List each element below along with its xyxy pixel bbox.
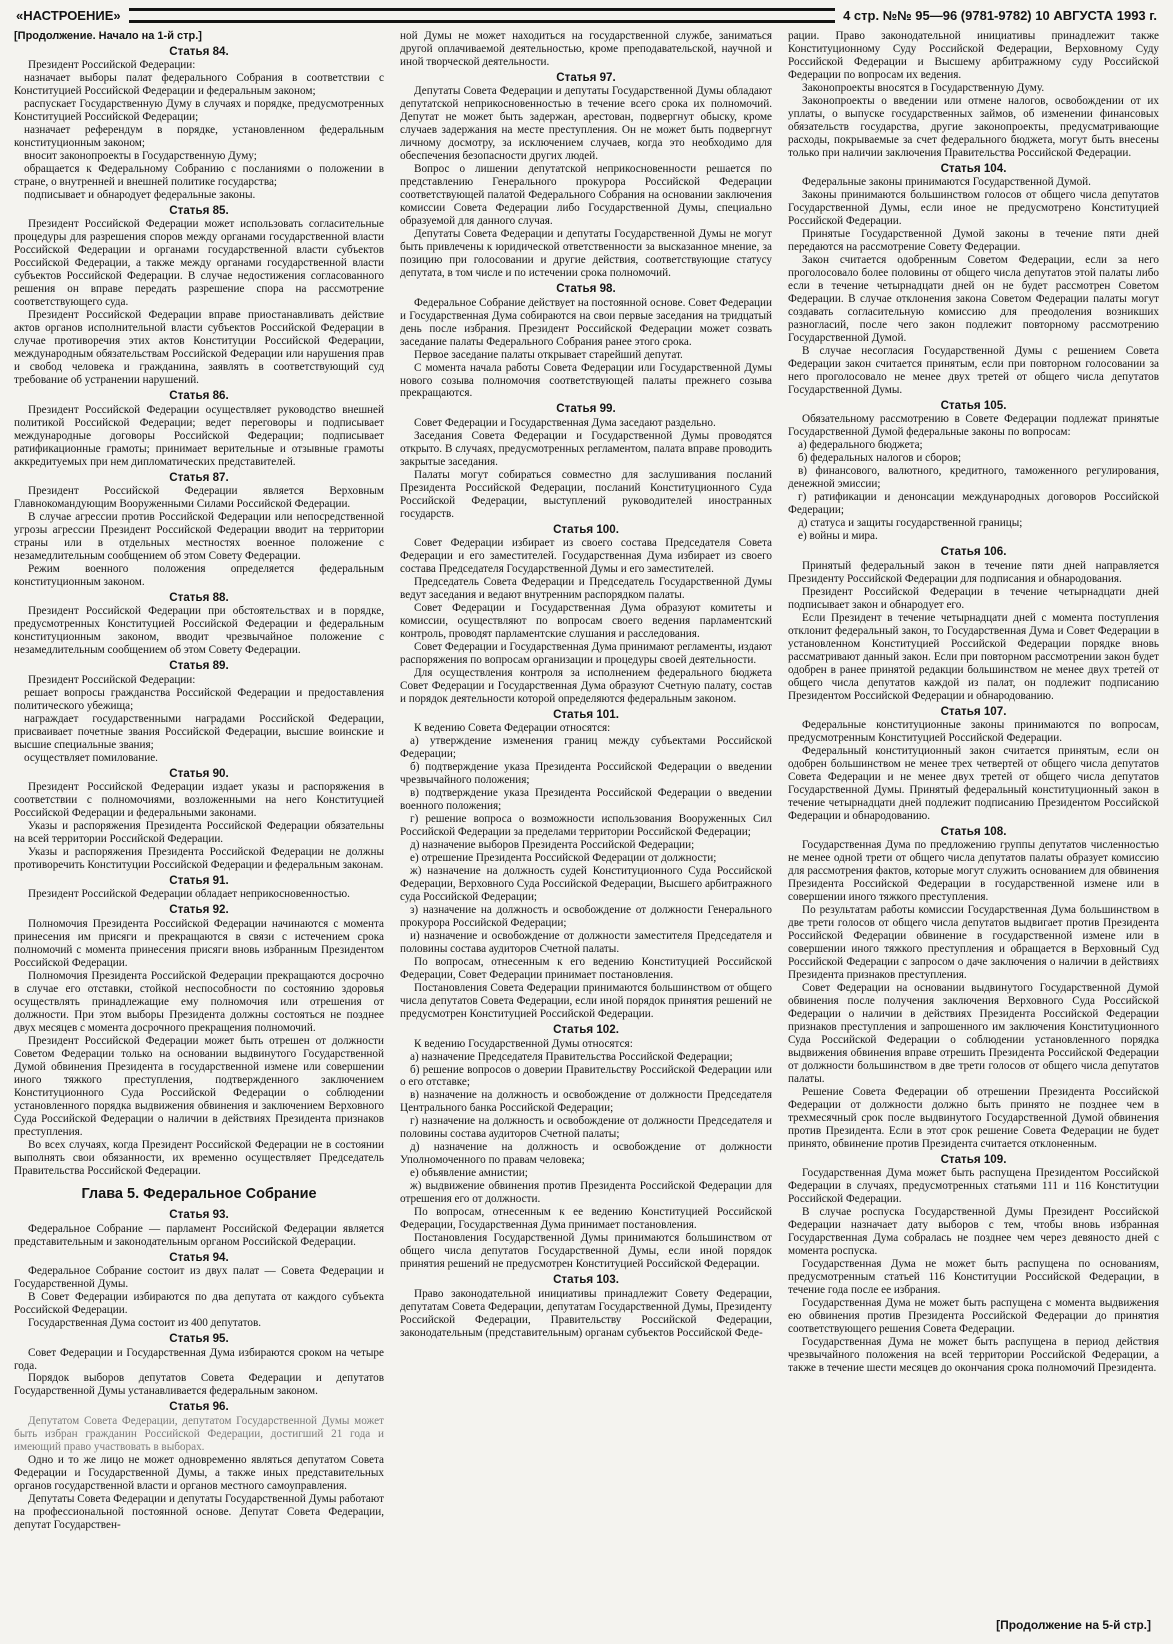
paragraph: Федеральное Собрание действует на постоянной основе. Совет Федерации и Государственная Дума собираются на свои первые заседания на тридцатый день после избрания. Президент Российской Федерации может созвать заседание палаты Федерального Собрания ранее этого срока. bbox=[400, 296, 772, 348]
paragraph: Постановления Государственной Думы принимаются большинством от общего числа депутатов Государственной Думы, если иной порядок принятия решений не предусмотрен Конституцией Российской Федерации. bbox=[400, 1232, 772, 1271]
list-item: ж) назначение на должность судей Конституционного Суда Российской Федерации, Верховного Суда Российской Федерации, Высшего арбитражного суда Российской Федерации; bbox=[400, 865, 772, 904]
paragraph: В случае несогласия Государственной Думы с решением Совета Федерации закон считается принятым, если при повторном голосовании за него проголосовало не менее двух третей от общего числа депутатов Государственной Думы. bbox=[788, 345, 1159, 397]
paragraph: Президент Российской Федерации издает указы и распоряжения в соответствии с полномочиями, возложенными на него Конституцией Российской Федерации и федеральными законами. bbox=[14, 781, 384, 820]
list-item: ж) выдвижение обвинения против Президента Российской Федерации для отрешения его от должности. bbox=[400, 1180, 772, 1206]
list-item: в) назначение на должность и освобождение от должности Председателя Центрального банка Российской Федерации; bbox=[400, 1089, 772, 1115]
paragraph: Совет Федерации и Государственная Дума заседают раздельно. bbox=[414, 416, 716, 429]
paragraph: Постановления Совета Федерации принимаются большинством от общего числа депутатов Совета Федерации, если иной порядок принятия решений не предусмотрен Конституцией Российской Федерации. bbox=[400, 982, 772, 1021]
paragraph: Совет Федерации и Государственная Дума избираются сроком на четыре года. bbox=[14, 1346, 384, 1372]
paragraph: К ведению Государственной Думы относятся: bbox=[414, 1037, 633, 1050]
list-item: е) отрешение Президента Российской Федерации от должности; bbox=[410, 852, 717, 865]
article-heading: Статья 104. bbox=[940, 161, 1007, 175]
list-item: осуществляет помилование. bbox=[24, 751, 158, 764]
article-heading: Статья 88. bbox=[169, 590, 229, 604]
paragraph: Президент Российской Федерации осуществляет руководство внешней политикой Российской Федерации; ведет переговоры и подписывает международные договоры Российской Федерации; подписывает ратификационные грамоты; принимает верительные и отзывные грамоты аккредитуемых при нем дипломатических представителей. bbox=[14, 403, 384, 468]
list-item: и) назначение и освобождение от должности заместителя Председателя и половины состава аудиторов Счетной палаты. bbox=[400, 930, 772, 956]
paragraph: Совет Федерации на основании выдвинутого Государственной Думой обвинения после получения заключения Верховного Суда Российской Федерации о наличии в действиях Президента Российской Федерации признаков преступления и запрошенного им заключения Конституционного Суда Российской Федерации о соблюдении установленного порядка выдвижения обвинения вправе отрешить Президента Российской Федерации от должности большинством в две трети голосов от общего числа депутатов палаты. bbox=[788, 982, 1159, 1086]
article-heading: Статья 102. bbox=[553, 1023, 619, 1037]
paragraph: Президент Российской Федерации: bbox=[28, 59, 196, 72]
column-3 bbox=[788, 30, 1159, 1610]
article-heading: Статья 106. bbox=[940, 545, 1007, 559]
article-heading: Статья 100. bbox=[553, 522, 619, 536]
list-item: б) федеральных налогов и сборов; bbox=[798, 452, 962, 465]
article-heading: Статья 89. bbox=[169, 659, 229, 673]
article-heading: Статья 107. bbox=[940, 704, 1007, 718]
paragraph: Депутаты Совета Федерации и депутаты Государственной Думы не могут быть привлечены к юридической ответственности за высказанное мнение, за позицию при голосовании и другие действия, соответствующие статусу депутата, в том числе и по истечении срока полномочий. bbox=[400, 228, 772, 280]
paragraph: Законопроекты о введении или отмене налогов, освобождении от их уплаты, о выпуске государственных займов, об изменении финансовых обязательств государства, другие законопроекты, предусматривающие расходы, покрываемые за счет федерального бюджета, могут быть внесены только при наличии заключения Правительства Российской Федерации. bbox=[788, 94, 1159, 159]
article-heading: Статья 108. bbox=[940, 824, 1007, 838]
paragraph: Совет Федерации и Государственная Дума образуют комитеты и комиссии, осуществляют по вопросам своего ведения парламентский контроль, проводят парламентские слушания и расследования. bbox=[400, 602, 772, 641]
paragraph: Президент Российской Федерации в течение четырнадцати дней подписывает закон и обнародует его. bbox=[788, 585, 1159, 611]
list-item: в) подтверждение указа Президента Российской Федерации о введении военного положения; bbox=[400, 787, 772, 813]
paragraph: Во всех случаях, когда Президент Российской Федерации не в состоянии выполнять свои обязанности, их временно осуществляет Председатель Правительства Российской Федерации. bbox=[14, 1138, 384, 1177]
list-item: а) федерального бюджета; bbox=[798, 439, 923, 452]
list-item: а) утверждение изменения границ между субъектами Российской Федерации; bbox=[400, 735, 772, 761]
paragraph: Федеральное Собрание — парламент Российской Федерации является представительным и законодательным органом Российской Федерации. bbox=[14, 1222, 384, 1248]
list-item: г) решение вопроса о возможности использования Вооруженных Сил Российской Федерации за пределами территории Российской Федерации; bbox=[400, 813, 772, 839]
paragraph: По вопросам, отнесенным к ее ведению Конституцией Российской Федерации, Государственная Дума принимает постановления. bbox=[400, 1206, 772, 1232]
article-heading: Статья 101. bbox=[553, 708, 619, 722]
list-item: в) финансового, валютного, кредитного, таможенного регулирования, денежной эмиссии; bbox=[788, 465, 1159, 491]
issue-info: 4 стр. №№ 95—96 (9781-9782) 10 АВГУСТА 1993 г. bbox=[843, 7, 1157, 23]
list-item: б) подтверждение указа Президента Российской Федерации о введении чрезвычайного положения; bbox=[400, 761, 772, 787]
paragraph: Режим военного положения определяется федеральным конституционным законом. bbox=[14, 562, 384, 588]
list-item: е) войны и мира. bbox=[798, 530, 878, 543]
list-item: обращается к Федеральному Собранию с посланиями о положении в стране, о внутренней и внешней политике государства; bbox=[14, 163, 384, 189]
paragraph: Государственная Дума может быть распущена Президентом Российской Федерации в случаях, предусмотренных статьями 111 и 116 Конституции Российской Федерации. bbox=[788, 1167, 1159, 1206]
paragraph: Законы принимаются большинством голосов от общего числа депутатов Государственной Думы, если иное не предусмотрено Конституцией Российской Федерации. bbox=[788, 189, 1159, 228]
paragraph: Полномочия Президента Российской Федерации прекращаются досрочно в случае его отставки, стойкой неспособности по состоянию здоровья осуществлять принадлежащие ему полномочия или отрешения от должности. При этом выборы Президента должны состояться не позднее двух месяцев с момента досрочного прекращения полномочий. bbox=[14, 969, 384, 1034]
list-item: д) статуса и защиты государственной границы; bbox=[798, 517, 1023, 530]
paragraph: Государственная Дума не может быть распущена с момента выдвижения ею обвинения против Президента Российской Федерации до принятия соответствующего решения Совета Федерации. bbox=[788, 1297, 1159, 1336]
article-heading: Статья 103. bbox=[553, 1273, 619, 1287]
list-item: решает вопросы гражданства Российской Федерации и предоставления политического убежища; bbox=[14, 686, 384, 712]
list-item: е) объявление амнистии; bbox=[410, 1167, 528, 1180]
paragraph: Государственная Дума по предложению группы депутатов численностью не менее одной трети от общего числа депутатов палаты образует комиссию для рассмотрения фактов, которые могут служить основанием для обвинения Президента Российской Федерации в государственной измене или в совершении иного тяжкого преступления. bbox=[788, 839, 1159, 904]
paragraph: В случае агрессии против Российской Федерации или непосредственной угрозы агрессии Президент Российской Федерации вводит на территории страны или в отдельных местностях военное положение с незамедлительным сообщением об этом Совету Федерации. bbox=[14, 511, 384, 562]
paragraph: Президент Российской Федерации: bbox=[28, 673, 196, 686]
article-heading: Статья 95. bbox=[169, 1332, 229, 1346]
list-item: д) назначение выборов Президента Российской Федерации; bbox=[410, 839, 695, 852]
paragraph: Президент Российской Федерации при обстоятельствах и в порядке, предусмотренных Конституцией Российской Федерации и федеральным конституционным законом, вводит чрезвычайное положение с незамедлительным сообщением об этом Совету Федерации. bbox=[14, 605, 384, 657]
paragraph: Президент Российской Федерации вправе приостанавливать действие актов органов исполнительной власти субъектов Российской Федерации в случае противоречия этих актов Конституции Российской Федерации, международным обязательствам Российской Федерации или нарушения прав и свобод человека и гражданина, заявлять в соответствующий суд требование об устранении нарушений. bbox=[14, 309, 384, 387]
article-heading: Статья 109. bbox=[940, 1152, 1007, 1166]
article-heading: Статья 94. bbox=[169, 1250, 229, 1264]
article-heading: Статья 93. bbox=[169, 1208, 229, 1222]
masthead bbox=[16, 4, 1157, 26]
paragraph: Обязательному рассмотрению в Совете Федерации подлежат принятые Государственной Думой федеральные законы по вопросам: bbox=[788, 413, 1159, 439]
column-1 bbox=[14, 30, 384, 1610]
paragraph: Президент Российской Федерации может использовать согласительные процедуры для разрешения споров между органами государственной власти Российской Федерации и органами государственной власти субъектов Российской Федерации, а также между органами государственной власти субъектов Российской Федерации. В случае недостижения согласованного решения он вправе передать разрешение спора на рассмотрение соответствующего суда. bbox=[14, 218, 384, 309]
paragraph: Федеральные конституционные законы принимаются по вопросам, предусмотренным Конституцией Российской Федерации. bbox=[788, 719, 1159, 744]
article-heading: Статья 105. bbox=[940, 399, 1007, 413]
paragraph: Вопрос о лишении депутатской неприкосновенности решается по представлению Генерального прокурора Российской Федерации соответствующей палатой Федерального Собрания на основании заключения комиссии Совета Федерации либо Государственной Думы, специально образуемой для данного случая. bbox=[400, 163, 772, 228]
paragraph: Президент Российской Федерации может быть отрешен от должности Советом Федерации только на основании выдвинутого Государственной Думой обвинения Президента в государственной измене или совершении иного тяжкого преступления, подтвержденного заключением Конституционного Суда Российской Федерации о соблюдении установленного порядка выдвижения обвинения и заключением Верховного Суда Российской Федерации о наличии в действиях Президента признаков преступления. bbox=[14, 1034, 384, 1138]
paragraph: Порядок выборов депутатов Совета Федерации и депутатов Государственной Думы устанавливается федеральным законом. bbox=[14, 1372, 384, 1398]
article-heading: Статья 90. bbox=[169, 766, 229, 780]
list-item: г) ратификации и денонсации международных договоров Российской Федерации; bbox=[788, 491, 1159, 517]
paragraph: Государственная Дума не может быть распущена в период действия чрезвычайного положения на всей территории Российской Федерации, а также в течение шести месяцев до окончания срока полномочий Президента. bbox=[788, 1336, 1159, 1375]
paragraph: Указы и распоряжения Президента Российской Федерации обязательны на всей территории Российской Федерации. bbox=[14, 820, 384, 845]
list-item: з) назначение на должность и освобождение от должности Генерального прокурора Российской Федерации; bbox=[400, 904, 772, 930]
paragraph: К ведению Совета Федерации относятся: bbox=[414, 722, 611, 735]
paragraph: Федеральное Собрание состоит из двух палат — Совета Федерации и Государственной Думы. bbox=[14, 1265, 384, 1291]
chapter-heading: Глава 5. Федеральное Собрание bbox=[81, 1185, 317, 1202]
paragraph: Полномочия Президента Российской Федерации начинаются с момента принесения им присяги и прекращаются в связи с истечением срока полномочий с момента принесения присяги вновь избранным Президентом Российской Федерации. bbox=[14, 917, 384, 969]
paragraph-continuation: рации. Право законодательной инициативы принадлежит также Конституционному Суду Российской Федерации, Верховному Суду Российской Федерации и Высшему арбитражному суду Российской Федерации по вопросам их ведения. bbox=[788, 30, 1159, 81]
list-item: б) решение вопросов о доверии Правительству Российской Федерации или о его отставке; bbox=[400, 1063, 772, 1089]
paragraph: Законопроекты вносятся в Государственную Думу. bbox=[802, 81, 1045, 94]
paragraph: Председатель Совета Федерации и Председатель Государственной Думы ведут заседания и ведают внутренним распорядком палаты. bbox=[400, 576, 772, 602]
newspaper-name: «НАСТРОЕНИЕ» bbox=[16, 7, 121, 23]
article-heading: Статья 87. bbox=[169, 470, 229, 484]
list-item: награждает государственными наградами Российской Федерации, присваивает почетные звания Российской Федерации, высшие воинские и высшие специальные звания; bbox=[14, 712, 384, 751]
paragraph: Одно и то же лицо не может одновременно являться депутатом Совета Федерации и Государственной Думы, а также иных представительных органов государственной власти и органов местного самоуправления. bbox=[14, 1453, 384, 1492]
article-heading: Статья 86. bbox=[169, 389, 229, 403]
paragraph: Президент Российской Федерации является Верховным Главнокомандующим Вооруженными Силами Российской Федерации. bbox=[14, 485, 384, 511]
list-item: распускает Государственную Думу в случаях и порядке, предусмотренных Конституцией Российской Федерации; bbox=[14, 98, 384, 124]
paragraph: Федеральный конституционный закон считается принятым, если он одобрен большинством не менее трех четвертей от общего числа депутатов Совета Федерации и не менее двух третей от общего числа депутатов Государственной Думы. Принятый федеральный конституционный закон в течение четырнадцати дней подлежит подписанию Президентом Российской Федерации и обнародованию. bbox=[788, 744, 1159, 822]
paragraph: Депутаты Совета Федерации и депутаты Государственной Думы обладают депутатской неприкосновенностью в течение всего срока их полномочий. Депутат не может быть задержан, арестован, подвергнут обыску, кроме случаев задержания на месте преступления. Он не может быть подвергнут личному досмотру, за исключением случаев, когда это необходимо для обеспечения безопасности других людей. bbox=[400, 85, 772, 163]
paragraph: В Совет Федерации избираются по два депутата от каждого субъекта Российской Федерации. bbox=[14, 1291, 384, 1317]
article-heading: Статья 99. bbox=[556, 402, 616, 416]
paragraph: Решение Совета Федерации об отрешении Президента Российской Федерации от должности должно быть принято не позднее чем в трехмесячный срок после выдвинутого Государственной Думой обвинения против Президента. Если в этот срок решение Совета Федерации не будет принято, обвинение против Президента считается отклоненным. bbox=[788, 1086, 1159, 1150]
paragraph: Право законодательной инициативы принадлежит Совету Федерации, депутатам Совета Федерации, депутатам Государственной Думы, Президенту Российской Федерации, Правительству Российской Федерации, законодательным (представительным) органам субъектов Российской Феде- bbox=[400, 1287, 772, 1339]
paragraph: Указы и распоряжения Президента Российской Федерации не должны противоречить Конституции Российской Федерации и федеральным законам. bbox=[14, 845, 384, 871]
article-heading: Статья 98. bbox=[556, 282, 616, 296]
paragraph: По результатам работы комиссии Государственная Дума большинством в две трети голосов от общего числа депутатов выдвигает против Президента Российской Федерации обвинение в государственной измене или в совершении иного тяжкого преступления и обращается в Верховный Суд Российской Федерации с запросом о даче заключения о наличии в действиях Президента признаков преступления. bbox=[788, 904, 1159, 982]
paragraph: Принятый федеральный закон в течение пяти дней направляется Президенту Российской Федерации для подписания и обнародования. bbox=[788, 559, 1159, 585]
paragraph-continuation: ной Думы не может находиться на государственной службе, заниматься другой оплачиваемой деятельностью, кроме преподавательской, научной и иной творческой деятельности. bbox=[400, 30, 772, 68]
paragraph: Закон считается одобренным Советом Федерации, если за него проголосовало более половины от общего числа депутатов этой палаты либо если в течение четырнадцати дней он не будет рассмотрен Советом Федерации. В случае отклонения закона Советом Федерации палаты могут создавать согласительную комиссию для преодоления возникших разногласий, после чего закон подлежит повторному рассмотрению Государственной Думой. bbox=[788, 254, 1159, 345]
article-heading: Статья 97. bbox=[556, 70, 616, 84]
paragraph: По вопросам, отнесенным к его ведению Конституцией Российской Федерации, Совет Федерации принимает постановления. bbox=[400, 956, 772, 982]
list-item: назначает выборы палат федерального Собрания в соответствии с Конституцией Российской Федерации и федеральным законом; bbox=[14, 72, 384, 98]
article-heading: Статья 85. bbox=[169, 204, 229, 218]
list-item: г) назначение на должность и освобождение от должности Председателя и половины состава аудиторов Счетной палаты; bbox=[400, 1115, 772, 1141]
paragraph: Государственная Дума не может быть распущена по основаниям, предусмотренным статьей 116 Конституции Российской Федерации, в течение года после ее избрания. bbox=[788, 1258, 1159, 1297]
text-columns bbox=[14, 30, 1159, 1610]
paragraph: Государственная Дума состоит из 400 депутатов. bbox=[28, 1317, 262, 1330]
paragraph: С момента начала работы Совета Федерации или Государственной Думы нового созыва полномочия соответствующей палаты прежнего созыва прекращаются. bbox=[400, 361, 772, 400]
paragraph: Первое заседание палаты открывает старейший депутат. bbox=[414, 348, 683, 361]
list-item: вносит законопроекты в Государственную Думу; bbox=[24, 150, 257, 163]
continued-to-note: [Продолжение на 5-й стр.] bbox=[996, 1618, 1151, 1632]
paragraph: Для осуществления контроля за исполнением федерального бюджета Совет Федерации и Государственная Дума образуют Счетную палату, состав и порядок деятельности которой определяются федеральным законом. bbox=[400, 667, 772, 706]
paragraph: Депутатом Совета Федерации, депутатом Государственной Думы может быть избран гражданин Российской Федерации, достигший 21 года и имеющий право участвовать в выборах. bbox=[14, 1414, 384, 1453]
paragraph: Палаты могут собираться совместно для заслушивания посланий Президента Российской Федерации, посланий Конституционного Суда Российской Федерации, выступлений руководителей иностранных государств. bbox=[400, 468, 772, 520]
article-heading: Статья 84. bbox=[169, 44, 229, 58]
list-item: подписывает и обнародует федеральные законы. bbox=[24, 189, 256, 202]
article-heading: Статья 91. bbox=[169, 873, 229, 887]
paragraph: Президент Российской Федерации обладает неприкосновенностью. bbox=[28, 888, 350, 901]
paragraph: Если Президент в течение четырнадцати дней с момента поступления отклонит федеральный закон, то Государственная Дума и Совет Федерации в установленном Конституцией Российской Федерации порядке вновь рассматривают данный закон. Если при повторном рассмотрении закон будет одобрен в ранее принятой редакции большинством не менее двух третей от общего числа депутатов каждой из палат, он подлежит подписанию Президентом Российской Федерации и обнародованию. bbox=[788, 611, 1159, 702]
article-heading: Статья 92. bbox=[169, 903, 229, 917]
paragraph: Совет Федерации и Государственная Дума принимают регламенты, издают распоряжения по вопросам организации и процедуры своей деятельности. bbox=[400, 641, 772, 667]
paragraph: Принятые Государственной Думой законы в течение пяти дней передаются на рассмотрение Совету Федерации. bbox=[788, 228, 1159, 254]
continued-from-note: [Продолжение. Начало на 1-й стр.] bbox=[14, 30, 202, 42]
paragraph: Депутаты Совета Федерации и депутаты Государственной Думы работают на профессиональной постоянной основе. Депутат Совета Федерации, депутат Государствен- bbox=[14, 1492, 384, 1531]
masthead-rule bbox=[129, 8, 835, 23]
paragraph: Совет Федерации избирает из своего состава Председателя Совета Федерации и его заместителей. Государственная Дума избирает из своего состава Председателя Государственной Думы и его заместителей. bbox=[400, 537, 772, 576]
column-2 bbox=[400, 30, 772, 1610]
article-heading: Статья 96. bbox=[169, 1400, 229, 1414]
paragraph: Заседания Совета Федерации и Государственной Думы проводятся открыто. В случаях, предусмотренных регламентом, палата вправе проводить закрытые заседания. bbox=[400, 429, 772, 468]
list-item: назначает референдум в порядке, установленном федеральным конституционным законом; bbox=[14, 124, 384, 150]
list-item: а) назначение Председателя Правительства Российской Федерации; bbox=[410, 1050, 733, 1063]
list-item: д) назначение на должность и освобождение от должности Уполномоченного по правам человека; bbox=[400, 1141, 772, 1167]
paragraph: В случае роспуска Государственной Думы Президент Российской Федерации назначает дату выборов с тем, чтобы вновь избранная Государственная Дума собралась не позднее чем через девяносто дней с момента роспуска. bbox=[788, 1206, 1159, 1258]
paragraph: Федеральные законы принимаются Государственной Думой. bbox=[802, 176, 1091, 189]
